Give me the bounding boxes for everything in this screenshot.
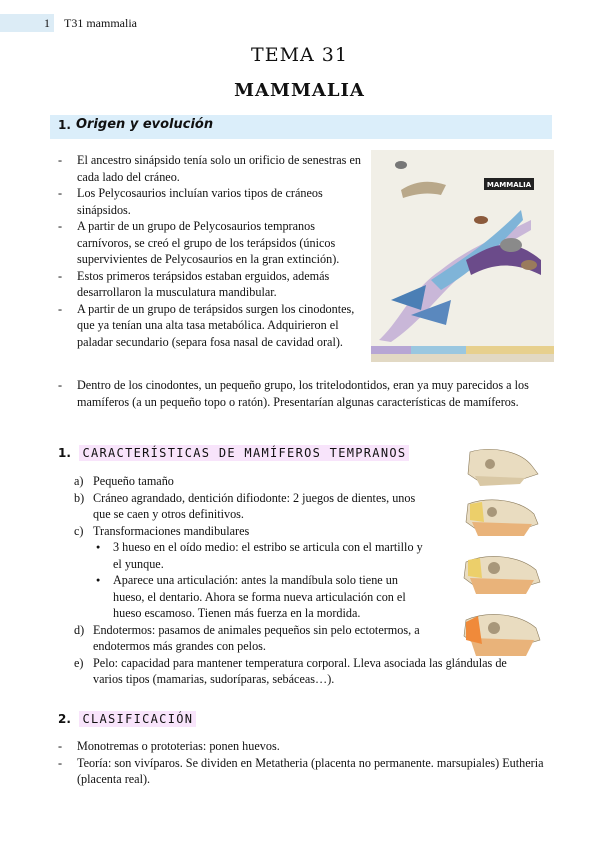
skull-comparison-figure xyxy=(420,444,550,674)
item-text: Pelo: capacidad para mantener temperatura corporal. Lleva asociada las glándulas de varios tipos (mamarias, sudoríparas, sebáceas…). xyxy=(93,655,507,686)
item-text: Endotermos: pasamos de animales pequeños sin pelo ectotermos, a endotermos más grandes con pelos. xyxy=(93,622,420,653)
list-item xyxy=(74,523,424,622)
list-item: - Dentro de los cinodontes, un pequeño grupo, los tritelodontidos, eran ya muy parecidos a los mamíferos (a un pequeño topo o ratón). Presentarían algunas características de mamíferos. xyxy=(58,377,546,410)
page-number: 1 xyxy=(0,14,54,32)
page-title: TEMA 31 xyxy=(251,44,348,66)
section-heading-clasificacion xyxy=(58,712,196,726)
classification-list xyxy=(58,738,548,788)
page-header xyxy=(0,14,599,32)
origin-list xyxy=(58,152,363,350)
origin-list-continued xyxy=(58,377,546,410)
list-item xyxy=(74,490,424,523)
list-item: - A partir de un grupo de Pelycosaurios tempranos carnívoros, se creó el grupo de los terápsidos (únicos supervivientes de Pelycosaurios en la gran extinción). xyxy=(58,218,363,268)
list-item: - Teoría: son vivíparos. Se dividen en Metatheria (placenta no permanente. marsupiales) Eutheria (placenta real). xyxy=(58,755,548,788)
item-text: Pequeño tamaño xyxy=(93,474,174,488)
sub-list xyxy=(93,539,424,622)
list-item: - Los Pelycosaurios incluían varios tipos de cráneos sinápsidos. xyxy=(58,185,363,218)
mammalia-evolution-figure xyxy=(371,150,554,362)
item-marker: a) xyxy=(74,474,84,488)
section-heading-origen xyxy=(50,115,552,139)
item-marker: e) xyxy=(74,655,84,670)
item-marker: c) xyxy=(74,523,84,538)
section-number: 1. xyxy=(58,118,71,132)
section-title: Origen y evolución xyxy=(76,117,214,132)
skull-mammal xyxy=(468,449,538,486)
sub-list-item: ● Aparece una articulación: antes la mandíbula solo tiene un hueso, el dentario. Ahora se forma nueva articulación con el hueso escamoso. Tienen más fuerza en la mordida. xyxy=(93,572,424,622)
list-item xyxy=(74,622,424,655)
item-text: Transformaciones mandibulares xyxy=(93,523,250,538)
sub-list-item: ● 3 hueso en el oído medio: el estribo se articula con el martillo y el yunque. xyxy=(93,539,424,572)
section-title: CLASIFICACIÓN xyxy=(79,711,196,727)
page-subtitle: MAMMALIA xyxy=(234,80,365,101)
list-item: - El ancestro sinápsido tenía solo un orificio de senestras en cada lado del cráneo. xyxy=(58,152,363,185)
list-item: - Monotremas o prototerias: ponen huevos. xyxy=(58,738,548,755)
item-text: Cráneo agrandado, dentición difiodonte: 2 juegos de dientes, unos que se caen y otros definitivos. xyxy=(93,490,416,521)
skull-late-cynodont xyxy=(466,500,538,536)
section-heading-caracteristicas xyxy=(58,446,409,460)
section-number: 1. xyxy=(58,446,71,460)
document-label: T31 mammalia xyxy=(64,16,137,30)
section-number: 2. xyxy=(58,712,71,726)
skull-pelycosaur xyxy=(464,614,540,656)
figure-label: MAMMALIA xyxy=(486,181,532,189)
section-title: CARACTERÍSTICAS DE MAMÍFEROS TEMPRANOS xyxy=(79,445,409,461)
list-item: - A partir de un grupo de terápsidos surgen los cinodontes, que ya tenían una alta tasa metabólica. Adquirieron el paladar secundario (separa fosa nasal de cavidad oral). xyxy=(58,301,363,351)
list-item: - Estos primeros terápsidos estaban erguidos, además desarrollaron la musculatura mandibular. xyxy=(58,268,363,301)
list-item xyxy=(74,473,424,490)
item-marker: d) xyxy=(74,622,85,637)
skull-early-cynodont xyxy=(464,556,540,594)
characteristics-list xyxy=(74,473,507,688)
item-marker: b) xyxy=(74,490,85,505)
